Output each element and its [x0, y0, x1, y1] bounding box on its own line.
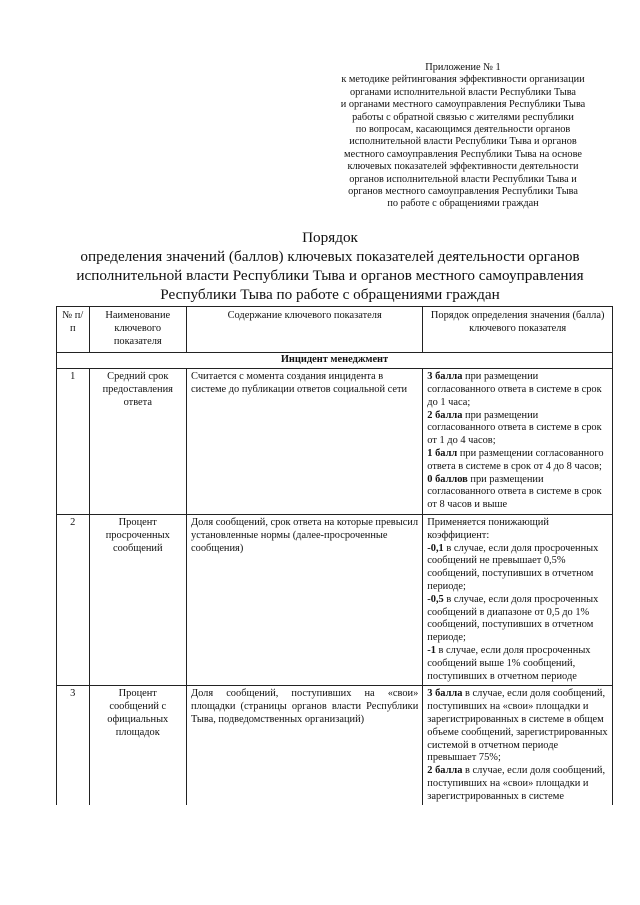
indicator-order [423, 686, 613, 806]
table-header-row [57, 307, 613, 353]
appendix-line: органами исполнительной власти Республики Тыва [350, 86, 576, 98]
indicator-content: Доля сообщений, срок ответа на которые превысил установленные нормы (далее-просроченные сообщения) [187, 514, 423, 685]
indicator-content: Доля сообщений, поступивших на «свои» площадки (страницы органов власти Республики Тыва, подведомственных организаций) [187, 686, 423, 806]
header-order: Порядок определения значения (балла) ключевого показателя [423, 307, 613, 353]
header-number: № п/п [57, 307, 90, 353]
indicator-name: Процент просроченных сообщений [89, 514, 187, 685]
row-number: 3 [57, 686, 90, 806]
appendix-line: Приложение № 1 [425, 62, 501, 73]
header-name: Наименование ключевого показателя [89, 307, 187, 353]
indicator-name: Средний срок предоставления ответа [89, 369, 187, 515]
indicator-order [423, 369, 613, 515]
indicator-name: Процент сообщений с официальных площадок [89, 686, 187, 806]
appendix-line: исполнительной власти Республики Тыва и органов [349, 136, 577, 148]
appendix-line: местного самоуправления Республики Тыва на основе [344, 148, 582, 160]
header-content: Содержание ключевого показателя [187, 307, 423, 353]
indicator-content: Считается с момента создания инцидента в системе до публикации ответов социальной сети [187, 369, 423, 515]
order-item: -1 в случае, если доля просроченных сообщений выше 1% сообщений, поступивших в отчетном периоде [427, 644, 591, 682]
appendix-block [318, 62, 608, 211]
row-number: 1 [57, 369, 90, 515]
appendix-line: ключевых показателей эффективности деятельности [347, 161, 579, 173]
order-item: 3 балла при размещении согласованного ответа в системе в срок до 1 часа; [427, 371, 602, 408]
order-item: -0,5 в случае, если доля просроченных сообщений в диапазоне от 0,5 до 1% сообщений, поступивших в отчетном периоде; [427, 593, 599, 644]
appendix-line: работы с обратной связью с жителями республики [352, 111, 574, 123]
appendix-line: органов исполнительной власти Республики Тыва и [349, 173, 577, 185]
title-line: определения значений (баллов) ключевых показателей деятельности органов [80, 248, 580, 265]
title-line: Республики Тыва по работе с обращениями граждан [160, 286, 500, 303]
title-line: Порядок [302, 229, 358, 246]
appendix-line: по вопросам, касающимся деятельности органов [355, 124, 571, 136]
title-line: исполнительной власти Республики Тыва и органов местного самоуправления [76, 267, 584, 284]
order-item: 2 балла в случае, если доля сообщений, поступивших на «свои» площадки и зарегистрированных в системе [427, 765, 606, 802]
appendix-line: и органами местного самоуправления Республики Тыва [340, 99, 586, 111]
section-title: Инцидент менеджмент [57, 353, 613, 369]
appendix-line: органов местного самоуправления Республики Тыва [348, 186, 578, 198]
appendix-line: к методике рейтингования эффективности организации [341, 74, 585, 86]
order-item: 0 баллов при размещении согласованного ответа в системе в срок от 8 часов и выше [427, 473, 602, 511]
table-row [57, 514, 613, 685]
order-item: -0,1 в случае, если доля просроченных сообщений не превышает 0,5% сообщений, поступивших в отчетном периоде; [427, 542, 599, 592]
section-row [57, 353, 613, 369]
order-item: Применяется понижающий коэффициент: [427, 516, 549, 541]
order-item: 3 балла в случае, если доля сообщений, поступивших на «свои» площадки и зарегистрированных в системе в общем объеме сообщений, зарегистрированных системой в отчетном периоде превышает 75%; [427, 688, 608, 764]
appendix-line: по работе с обращениями граждан [387, 198, 539, 210]
row-number: 2 [57, 514, 90, 685]
order-item: 2 балла при размещении согласованного ответа в системе в срок от 1 до 4 часов; [427, 409, 602, 447]
indicators-table [56, 306, 613, 805]
order-item: 1 балл при размещении согласованного ответа в системе в срок от 4 до 8 часов; [427, 447, 604, 472]
table-row [57, 686, 613, 806]
indicator-order [423, 514, 613, 685]
document-title [40, 228, 620, 304]
table-row [57, 369, 613, 515]
